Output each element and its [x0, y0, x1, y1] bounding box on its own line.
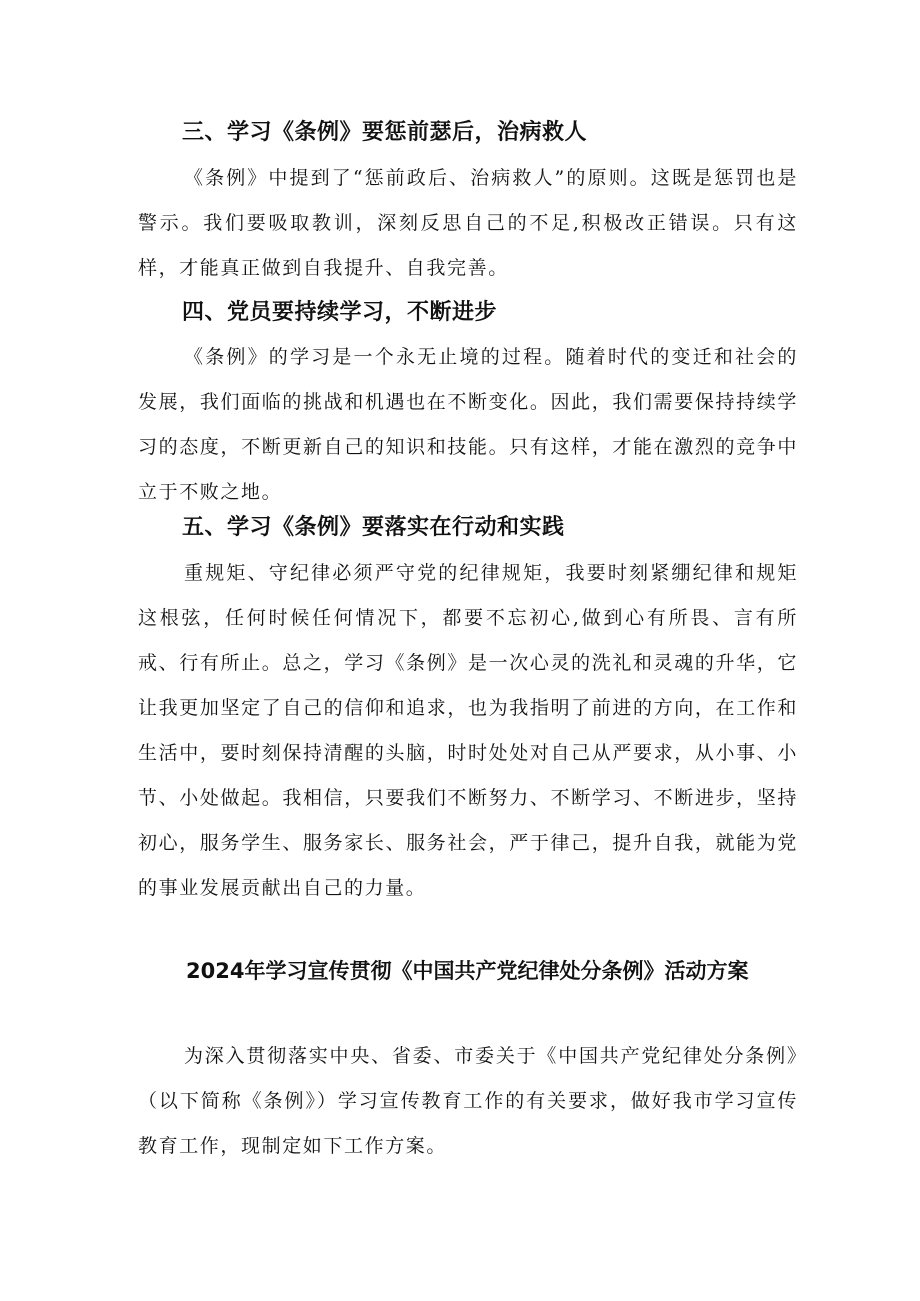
section-heading-5: 五、学习《条例》要落实在行动和实践 [182, 515, 565, 540]
document-intro: 为深入贯彻落实中央、省委、市委关于《中国共产党纪律处分条例》（以下简称《条例》）学习宣传教育工作的有关要求，做好我市学习宣传教育工作，现制定如下工作方案。 [138, 1045, 798, 1157]
section-body-4: 《条例》的学习是一个永无止境的过程。随着时代的变迁和社会的发展，我们面临的挑战和机遇也在不断变化。因此，我们需要保持持续学习的态度，不断更新自己的知识和技能。只有这样，才能在激烈的竞争中立于不败之地。 [138, 346, 798, 503]
document-title: 2024年学习宣传贯彻《中国共产党纪律处分条例》活动方案 [186, 959, 749, 983]
section-body-5: 重规矩、守纪律必须严守党的纪律规矩，我要时刻紧绷纪律和规矩这根弦，任何时候任何情况下，都要不忘初心,做到心有所畏、言有所戒、行有所止。总之，学习《条例》是一次心灵的洗礼和灵魂的升华，它让我更加坚定了自己的信仰和追求，也为我指明了前进的方向，在工作和生活中，要时刻保持清醒的头脑，时时处处对自己从严要求，从小事、小节、小处做起。我相信，只要我们不断努力、不断学习、不断进步，坚持初心，服务学生、服务家长、服务社会，严于律己，提升自我，就能为党的事业发展贡献出自己的力量。 [138, 562, 798, 899]
section-body-3: 《条例》中提到了“惩前政后、治病救人”的原则。这既是惩罚也是警示。我们要吸取教训，深刻反思自己的不足,积极改正错误。只有这样，才能真正做到自我提升、自我完善。 [138, 167, 798, 279]
section-heading-4: 四、党员要持续学习，不断进步 [182, 300, 498, 325]
section-heading-3: 三、学习《条例》要惩前瑟后，治病救人 [182, 120, 588, 145]
